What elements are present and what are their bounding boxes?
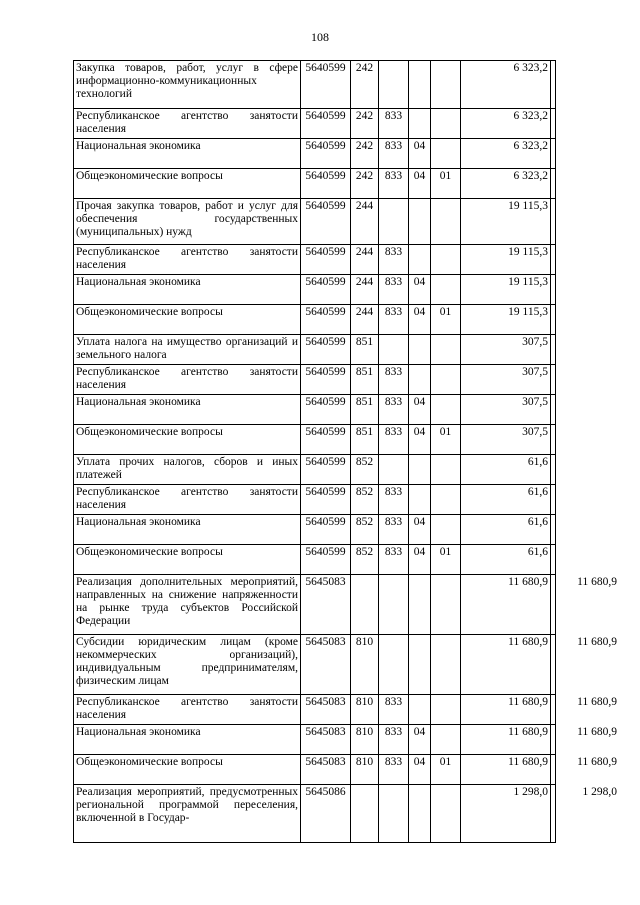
row-sum: 61,6 (461, 455, 551, 485)
row-admin-code: 833 (379, 139, 409, 169)
row-name: Национальная экономика (74, 139, 301, 169)
row-name: Национальная экономика (74, 275, 301, 305)
row-subsection (431, 139, 461, 169)
row-extra-sum-cell (551, 695, 617, 725)
row-expense-type: 851 (351, 365, 379, 395)
table-row (74, 575, 556, 635)
row-admin-code: 833 (379, 275, 409, 305)
row-expense-type: 852 (351, 545, 379, 575)
row-admin-code (379, 199, 409, 245)
row-subsection (431, 275, 461, 305)
row-code: 5645083 (301, 695, 351, 725)
row-extra-sum-cell (551, 305, 556, 335)
row-subsection (431, 365, 461, 395)
table-row (74, 275, 556, 305)
row-extra-sum-cell (551, 425, 556, 455)
table-row (74, 755, 556, 785)
row-section (409, 455, 431, 485)
row-section: 04 (409, 725, 431, 755)
row-admin-code: 833 (379, 755, 409, 785)
row-code: 5640599 (301, 455, 351, 485)
table-row (74, 199, 556, 245)
row-name: Реализация дополнительных мероприятий, направленных на снижение напряженности на рынке труда субъектов Российской Федерации (74, 575, 301, 635)
row-sum: 19 115,3 (461, 245, 551, 275)
row-subsection (431, 245, 461, 275)
row-subsection: 01 (431, 425, 461, 455)
row-admin-code: 833 (379, 485, 409, 515)
table-row (74, 425, 556, 455)
row-sum: 11 680,9 (461, 755, 551, 785)
table-row (74, 139, 556, 169)
table-row (74, 485, 556, 515)
row-subsection (431, 199, 461, 245)
row-admin-code (379, 335, 409, 365)
row-code: 5645083 (301, 755, 351, 785)
row-extra-sum-cell (551, 275, 556, 305)
row-extra-sum-cell (551, 199, 556, 245)
row-admin-code: 833 (379, 109, 409, 139)
row-code: 5640599 (301, 61, 351, 109)
row-subsection: 01 (431, 545, 461, 575)
row-subsection (431, 485, 461, 515)
row-subsection (431, 335, 461, 365)
row-code: 5640599 (301, 335, 351, 365)
row-extra-sum-cell (551, 785, 617, 843)
row-code: 5645086 (301, 785, 351, 843)
row-subsection (431, 395, 461, 425)
row-expense-type: 851 (351, 425, 379, 455)
row-expense-type: 852 (351, 515, 379, 545)
row-name: Национальная экономика (74, 515, 301, 545)
row-code: 5640599 (301, 545, 351, 575)
row-code: 5640599 (301, 395, 351, 425)
row-sum: 11 680,9 (461, 695, 551, 725)
row-code: 5640599 (301, 245, 351, 275)
row-code: 5640599 (301, 425, 351, 455)
row-extra-sum-cell (551, 335, 556, 365)
row-extra-sum-cell (551, 725, 617, 755)
table-row (74, 695, 556, 725)
row-expense-type: 242 (351, 139, 379, 169)
row-expense-type: 244 (351, 199, 379, 245)
row-expense-type: 244 (351, 245, 379, 275)
table-row (74, 365, 556, 395)
row-sum: 6 323,2 (461, 109, 551, 139)
row-code: 5640599 (301, 485, 351, 515)
row-subsection (431, 575, 461, 635)
row-expense-type: 851 (351, 335, 379, 365)
row-sum: 307,5 (461, 335, 551, 365)
row-code: 5640599 (301, 515, 351, 545)
row-sum-second: 11 680,9 (577, 696, 617, 708)
table-row (74, 725, 556, 755)
row-name: Общеэкономические вопросы (74, 755, 301, 785)
row-expense-type: 810 (351, 725, 379, 755)
row-sum-second: 11 680,9 (577, 756, 617, 768)
row-sum: 6 323,2 (461, 169, 551, 199)
row-section (409, 109, 431, 139)
row-sum: 61,6 (461, 545, 551, 575)
budget-table-body (74, 61, 617, 843)
row-subsection (431, 109, 461, 139)
row-subsection (431, 455, 461, 485)
row-sum: 307,5 (461, 425, 551, 455)
row-name: Прочая закупка товаров, работ и услуг для обеспечения государственных (муниципальных) нужд (74, 199, 301, 245)
table-row (74, 455, 556, 485)
row-section: 04 (409, 545, 431, 575)
table-row (74, 635, 556, 695)
row-section: 04 (409, 139, 431, 169)
row-extra-sum-cell (551, 455, 556, 485)
row-subsection (431, 635, 461, 695)
row-code: 5640599 (301, 109, 351, 139)
row-name: Общеэкономические вопросы (74, 545, 301, 575)
row-sum: 6 323,2 (461, 61, 551, 109)
row-extra-sum-cell (551, 755, 617, 785)
row-sum: 61,6 (461, 485, 551, 515)
row-name: Национальная экономика (74, 725, 301, 755)
row-extra-sum-cell (551, 109, 556, 139)
row-admin-code: 833 (379, 169, 409, 199)
row-section: 04 (409, 515, 431, 545)
row-section: 04 (409, 395, 431, 425)
row-sum: 307,5 (461, 395, 551, 425)
row-name: Уплата налога на имущество организаций и земельного налога (74, 335, 301, 365)
row-sum-second: 1 298,0 (582, 786, 617, 798)
row-section (409, 61, 431, 109)
row-name: Субсидии юридическим лицам (кроме некоммерческих организаций), индивидуальным предпринимателям, физическим лицам (74, 635, 301, 695)
row-subsection: 01 (431, 169, 461, 199)
row-subsection (431, 515, 461, 545)
row-sum: 19 115,3 (461, 275, 551, 305)
row-sum-second: 11 680,9 (577, 576, 617, 588)
table-row (74, 109, 556, 139)
row-sum: 61,6 (461, 515, 551, 545)
row-sum: 1 298,0 (461, 785, 551, 843)
row-admin-code (379, 455, 409, 485)
row-code: 5640599 (301, 199, 351, 245)
row-sum-second: 11 680,9 (577, 726, 617, 738)
row-code: 5645083 (301, 635, 351, 695)
table-row (74, 335, 556, 365)
row-extra-sum-cell (551, 515, 556, 545)
budget-table (73, 60, 617, 843)
row-section: 04 (409, 755, 431, 785)
row-admin-code: 833 (379, 725, 409, 755)
row-extra-sum-cell (551, 365, 556, 395)
row-extra-sum-cell (551, 139, 556, 169)
row-name: Республиканское агентство занятости населения (74, 695, 301, 725)
row-section (409, 785, 431, 843)
row-admin-code (379, 785, 409, 843)
row-expense-type: 810 (351, 635, 379, 695)
row-code: 5640599 (301, 365, 351, 395)
row-sum: 11 680,9 (461, 635, 551, 695)
row-name: Республиканское агентство занятости населения (74, 109, 301, 139)
row-code: 5640599 (301, 275, 351, 305)
row-sum: 6 323,2 (461, 139, 551, 169)
row-expense-type: 852 (351, 485, 379, 515)
row-admin-code (379, 61, 409, 109)
row-name: Уплата прочих налогов, сборов и иных платежей (74, 455, 301, 485)
row-extra-sum-cell (551, 61, 556, 109)
row-section (409, 335, 431, 365)
row-sum: 19 115,3 (461, 199, 551, 245)
row-expense-type (351, 785, 379, 843)
row-section (409, 245, 431, 275)
row-expense-type: 810 (351, 755, 379, 785)
row-admin-code (379, 635, 409, 695)
row-expense-type: 852 (351, 455, 379, 485)
row-extra-sum-cell (551, 545, 556, 575)
row-expense-type: 851 (351, 395, 379, 425)
row-admin-code: 833 (379, 365, 409, 395)
row-name: Республиканское агентство занятости населения (74, 485, 301, 515)
row-subsection (431, 61, 461, 109)
row-section (409, 365, 431, 395)
row-admin-code: 833 (379, 245, 409, 275)
row-name: Национальная экономика (74, 395, 301, 425)
row-admin-code: 833 (379, 305, 409, 335)
row-section (409, 695, 431, 725)
row-code: 5640599 (301, 139, 351, 169)
row-name: Реализация мероприятий, предусмотренных региональной программой переселения, включенной в Государ- (74, 785, 301, 843)
row-admin-code (379, 575, 409, 635)
row-subsection: 01 (431, 755, 461, 785)
row-sum-second: 11 680,9 (577, 636, 617, 648)
table-row (74, 785, 556, 843)
row-subsection: 01 (431, 305, 461, 335)
row-section: 04 (409, 169, 431, 199)
row-code: 5640599 (301, 305, 351, 335)
table-row (74, 245, 556, 275)
table-row (74, 169, 556, 199)
row-admin-code: 833 (379, 425, 409, 455)
row-section: 04 (409, 275, 431, 305)
row-admin-code: 833 (379, 395, 409, 425)
row-sum: 11 680,9 (461, 725, 551, 755)
row-code: 5640599 (301, 169, 351, 199)
row-extra-sum-cell (551, 169, 556, 199)
row-subsection (431, 725, 461, 755)
row-expense-type: 242 (351, 109, 379, 139)
row-extra-sum-cell (551, 245, 556, 275)
row-section: 04 (409, 305, 431, 335)
row-name: Закупка товаров, работ, услуг в сфере информационно-коммуникационных технологий (74, 61, 301, 109)
table-row (74, 395, 556, 425)
row-section (409, 199, 431, 245)
table-row (74, 515, 556, 545)
row-name: Общеэкономические вопросы (74, 169, 301, 199)
row-admin-code: 833 (379, 545, 409, 575)
row-subsection (431, 785, 461, 843)
table-row (74, 305, 556, 335)
row-name: Республиканское агентство занятости населения (74, 365, 301, 395)
row-extra-sum-cell (551, 395, 556, 425)
row-section (409, 485, 431, 515)
row-section (409, 635, 431, 695)
row-extra-sum-cell (551, 575, 617, 635)
row-admin-code: 833 (379, 695, 409, 725)
row-extra-sum-cell (551, 485, 556, 515)
row-expense-type: 244 (351, 305, 379, 335)
page-number: 108 (311, 30, 329, 44)
row-section: 04 (409, 425, 431, 455)
row-sum: 19 115,3 (461, 305, 551, 335)
row-subsection (431, 695, 461, 725)
table-row (74, 61, 556, 109)
row-section (409, 575, 431, 635)
row-expense-type: 810 (351, 695, 379, 725)
row-name: Общеэкономические вопросы (74, 425, 301, 455)
row-expense-type (351, 575, 379, 635)
row-code: 5645083 (301, 575, 351, 635)
row-code: 5645083 (301, 725, 351, 755)
row-expense-type: 242 (351, 61, 379, 109)
row-name: Общеэкономические вопросы (74, 305, 301, 335)
row-sum: 307,5 (461, 365, 551, 395)
row-sum: 11 680,9 (461, 575, 551, 635)
row-extra-sum-cell (551, 635, 617, 695)
table-row (74, 545, 556, 575)
row-expense-type: 242 (351, 169, 379, 199)
row-expense-type: 244 (351, 275, 379, 305)
row-admin-code: 833 (379, 515, 409, 545)
row-name: Республиканское агентство занятости населения (74, 245, 301, 275)
